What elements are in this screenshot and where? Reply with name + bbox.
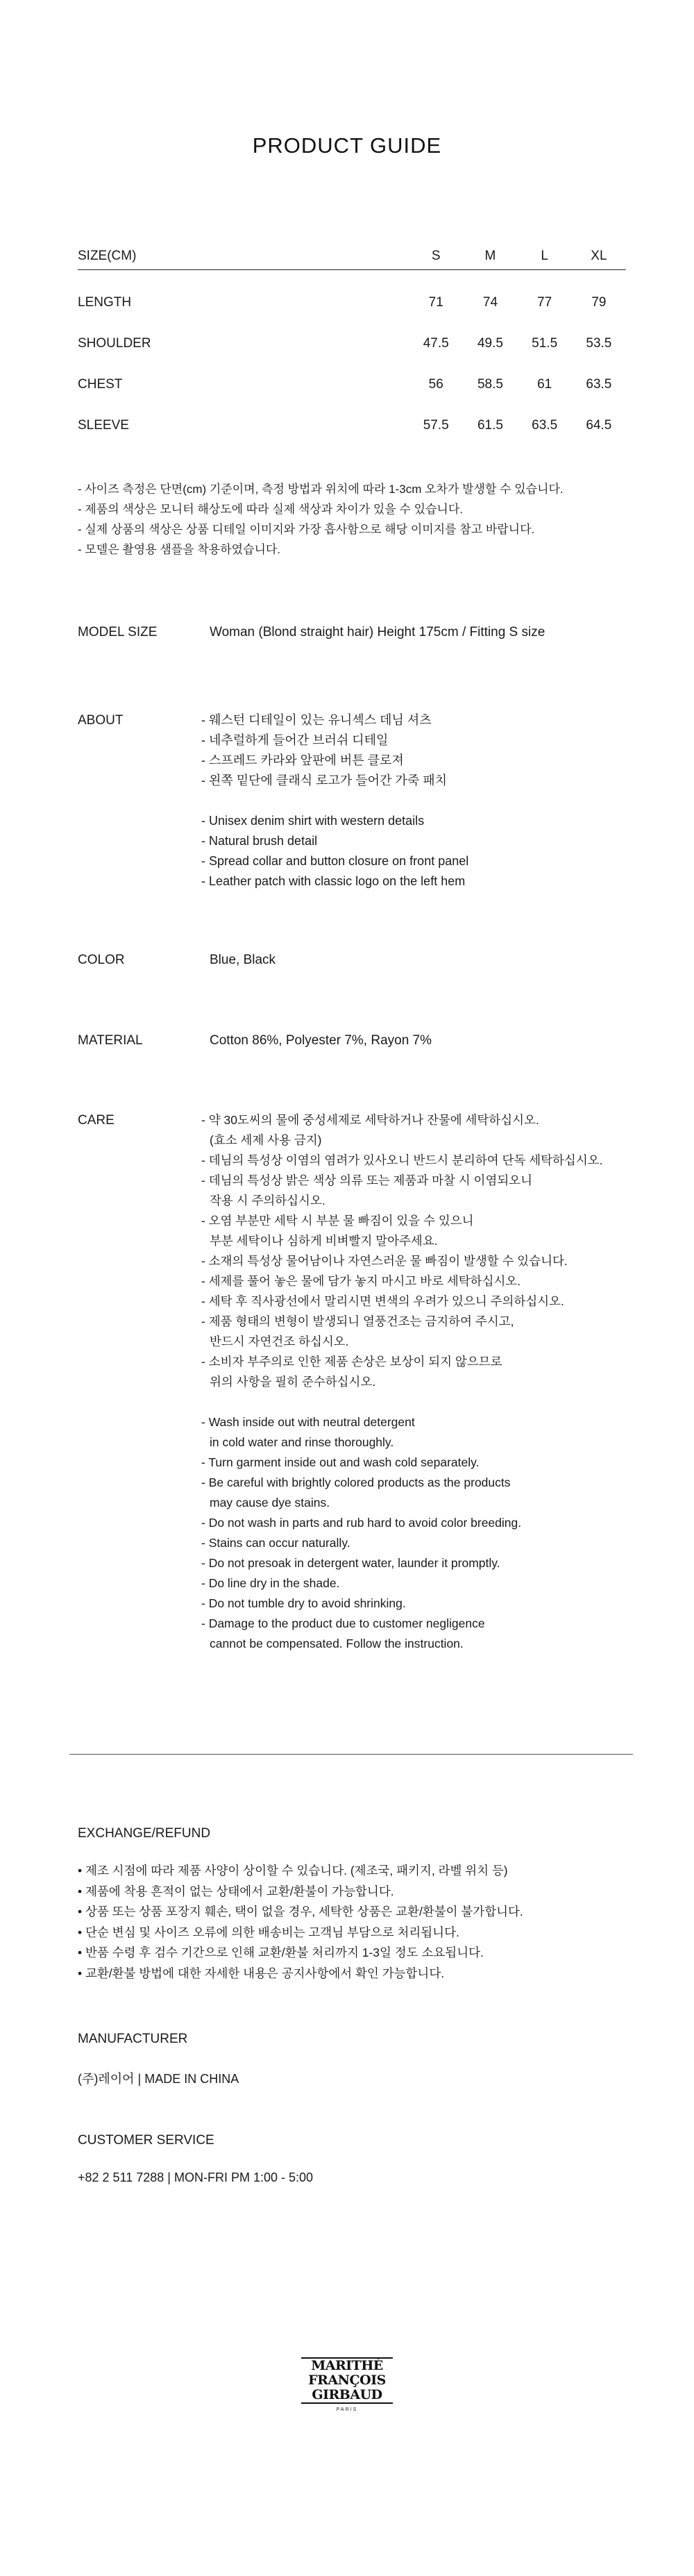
cell: 63.5 bbox=[586, 376, 612, 392]
cell: 63.5 bbox=[532, 417, 558, 433]
size-header-l: L bbox=[541, 249, 548, 263]
list-item: - 소재의 특성상 물어남이나 자연스러운 물 빠짐이 발생할 수 있습니다. bbox=[201, 1254, 568, 1268]
cell: 61.5 bbox=[477, 417, 503, 433]
row-label: SHOULDER bbox=[78, 335, 151, 351]
list-item: - Do line dry in the shade. bbox=[201, 1576, 340, 1590]
material-label: MATERIAL bbox=[78, 1033, 143, 1048]
logo-line: GIRBAUD bbox=[312, 2387, 382, 2402]
list-item: 위의 사항을 필히 준수하십시오. bbox=[210, 1375, 376, 1389]
size-header-label: SIZE(CM) bbox=[78, 249, 137, 263]
list-item: cannot be compensated. Follow the instruction. bbox=[210, 1637, 464, 1650]
list-item: - 소비자 부주의로 인한 제품 손상은 보상이 되지 않으므로 bbox=[201, 1355, 502, 1369]
material-section bbox=[78, 1033, 647, 1054]
list-item: - Wash inside out with neutral detergent bbox=[201, 1415, 415, 1429]
list-item: • 제조 시점에 따라 제품 사양이 상이할 수 있습니다. (제조국, 패키지, 라벨 위치 등) bbox=[78, 1864, 508, 1877]
cell: 77 bbox=[537, 294, 552, 310]
care-section bbox=[78, 1113, 647, 1668]
list-item: 작용 시 주의하십시오. bbox=[210, 1194, 325, 1207]
material-value: Cotton 86%, Polyester 7%, Rayon 7% bbox=[210, 1033, 432, 1048]
list-item: - 데님의 특성상 밝은 색상 의류 또는 제품과 마찰 시 이염되오니 bbox=[201, 1173, 533, 1187]
brand-logo bbox=[297, 2357, 397, 2421]
cell: 47.5 bbox=[423, 335, 449, 351]
customer-service-title: CUSTOMER SERVICE bbox=[78, 2133, 214, 2148]
size-header-s: S bbox=[431, 249, 441, 263]
logo-rule bbox=[301, 2402, 393, 2404]
list-item: - 세제를 풀어 놓은 물에 담가 놓지 마시고 바로 세탁하십시오. bbox=[201, 1274, 521, 1288]
cell: 57.5 bbox=[423, 417, 449, 433]
model-size-value: Woman (Blond straight hair) Height 175cm / Fitting S size bbox=[210, 625, 545, 639]
list-item: • 상품 또는 상품 포장지 훼손, 택이 없을 경우, 세탁한 상품은 교환/환불이 불가합니다. bbox=[78, 1905, 523, 1918]
cell: 64.5 bbox=[586, 417, 612, 433]
list-item: - 스프레드 카라와 앞판에 버튼 클로져 bbox=[201, 753, 404, 767]
divider bbox=[69, 1754, 633, 1755]
note-line: - 모델은 촬영용 샘플을 착용하였습니다. bbox=[78, 543, 281, 556]
list-item: - 세탁 후 직사광선에서 말리시면 변색의 우려가 있으니 주의하십시오. bbox=[201, 1294, 564, 1308]
model-size-label: MODEL SIZE bbox=[78, 625, 158, 639]
row-label: CHEST bbox=[78, 376, 123, 392]
list-item: - Unisex denim shirt with western details bbox=[201, 814, 425, 828]
cell: 51.5 bbox=[532, 335, 558, 351]
list-item: • 교환/환불 방법에 대한 자세한 내용은 공지사항에서 확인 가능합니다. bbox=[78, 1966, 445, 1980]
list-item: - Turn garment inside out and wash cold separately. bbox=[201, 1455, 480, 1469]
size-table-header bbox=[78, 243, 626, 270]
exchange-title: EXCHANGE/REFUND bbox=[78, 1826, 211, 1841]
table-row bbox=[78, 364, 626, 405]
list-item: may cause dye stains. bbox=[210, 1496, 330, 1509]
color-value: Blue, Black bbox=[210, 953, 276, 967]
about-section bbox=[78, 713, 647, 894]
note-line: - 실제 상품의 색상은 상품 디테일 이미지와 가장 흡사함으로 해당 이미지를 참고 바랍니다. bbox=[78, 523, 535, 536]
list-item: - 오염 부분만 세탁 시 부분 물 빠짐이 있을 수 있으니 bbox=[201, 1214, 474, 1228]
list-item: - Be careful with brightly colored products as the products bbox=[201, 1475, 511, 1489]
size-header-m: M bbox=[484, 249, 496, 263]
cell: 71 bbox=[428, 294, 443, 310]
cell: 74 bbox=[482, 294, 498, 310]
cell: 58.5 bbox=[477, 376, 503, 392]
care-list bbox=[201, 1110, 694, 1654]
list-item: - 데님의 특성상 이염의 염려가 있사오니 반드시 분리하여 단독 세탁하십시오. bbox=[201, 1153, 603, 1167]
table-row bbox=[78, 282, 626, 323]
manufacturer-value: (주)레이어 | MADE IN CHINA bbox=[78, 2072, 239, 2086]
row-label: LENGTH bbox=[78, 294, 132, 310]
list-item: - Do not wash in parts and rub hard to avoid color breeding. bbox=[201, 1516, 522, 1530]
logo-line: MARITHÉ bbox=[311, 2358, 383, 2373]
model-size-section bbox=[78, 625, 647, 646]
cell: 53.5 bbox=[586, 335, 612, 351]
cell: 49.5 bbox=[477, 335, 503, 351]
about-label: ABOUT bbox=[78, 713, 124, 728]
list-item: - Do not tumble dry to avoid shrinking. bbox=[201, 1596, 406, 1610]
list-item: 부분 세탁이나 심하게 비벼빨지 말아주세요. bbox=[210, 1234, 438, 1248]
list-item: in cold water and rinse thoroughly. bbox=[210, 1435, 394, 1449]
row-label: SLEEVE bbox=[78, 417, 129, 433]
list-item: • 반품 수령 후 검수 기간으로 인해 교환/환불 처리까지 1-3일 정도 소요됩니다. bbox=[78, 1946, 484, 1959]
table-row bbox=[78, 405, 626, 446]
list-item: - 왼쪽 밑단에 클래식 로고가 들어간 가죽 패치 bbox=[201, 773, 447, 787]
note-line: - 제품의 색상은 모니터 해상도에 따라 실제 색상과 차이가 있을 수 있습니다. bbox=[78, 503, 463, 516]
list-item: - 제품 형태의 변형이 발생되니 열풍건조는 금지하여 주시고, bbox=[201, 1314, 514, 1328]
cell: 79 bbox=[591, 294, 607, 310]
cell: 61 bbox=[537, 376, 552, 392]
table-row bbox=[78, 323, 626, 364]
customer-service-value: +82 2 511 7288 | MON-FRI PM 1:00 - 5:00 bbox=[78, 2171, 314, 2184]
logo-sub: PARIS bbox=[336, 2407, 358, 2412]
page-title: PRODUCT GUIDE bbox=[252, 133, 442, 158]
list-item: - Do not presoak in detergent water, launder it promptly. bbox=[201, 1556, 500, 1570]
list-item: (효소 세제 사용 금지) bbox=[210, 1133, 322, 1147]
list-item: - 약 30도씨의 물에 중성세제로 세탁하거나 잔물에 세탁하십시오. bbox=[201, 1113, 539, 1127]
manufacturer-title: MANUFACTURER bbox=[78, 2032, 188, 2046]
size-header-xl: XL bbox=[591, 249, 607, 263]
note-line: - 사이즈 측정은 단면(cm) 기준이며, 측정 방법과 위치에 따라 1-3cm 오차가 발생할 수 있습니다. bbox=[78, 483, 564, 496]
color-section bbox=[78, 953, 647, 973]
list-item: 반드시 자연건조 하십시오. bbox=[210, 1335, 349, 1348]
list-item: • 제품에 착용 흔적이 없는 상태에서 교환/환불이 가능합니다. bbox=[78, 1884, 394, 1898]
list-item: - Damage to the product due to customer negligence bbox=[201, 1616, 485, 1630]
list-item: - Spread collar and button closure on front panel bbox=[201, 854, 469, 868]
color-label: COLOR bbox=[78, 953, 125, 967]
size-table bbox=[78, 243, 626, 446]
logo-line: FRANÇOIS bbox=[308, 2373, 386, 2388]
cell: 56 bbox=[428, 376, 443, 392]
exchange-list bbox=[78, 1861, 523, 1984]
list-item: - Stains can occur naturally. bbox=[201, 1536, 350, 1550]
size-notes bbox=[78, 479, 647, 560]
list-item: - Leather patch with classic logo on the left hem bbox=[201, 874, 466, 888]
list-item: - 웨스턴 디테일이 있는 유니섹스 데님 셔츠 bbox=[201, 713, 432, 727]
care-label: CARE bbox=[78, 1113, 115, 1128]
list-item: - Natural brush detail bbox=[201, 834, 318, 848]
about-list bbox=[201, 710, 694, 892]
list-item: • 단순 변심 및 사이즈 오류에 의한 배송비는 고객님 부담으로 처리됩니다. bbox=[78, 1925, 459, 1939]
list-item: - 네추럴하게 들어간 브러쉬 디테일 bbox=[201, 733, 389, 747]
